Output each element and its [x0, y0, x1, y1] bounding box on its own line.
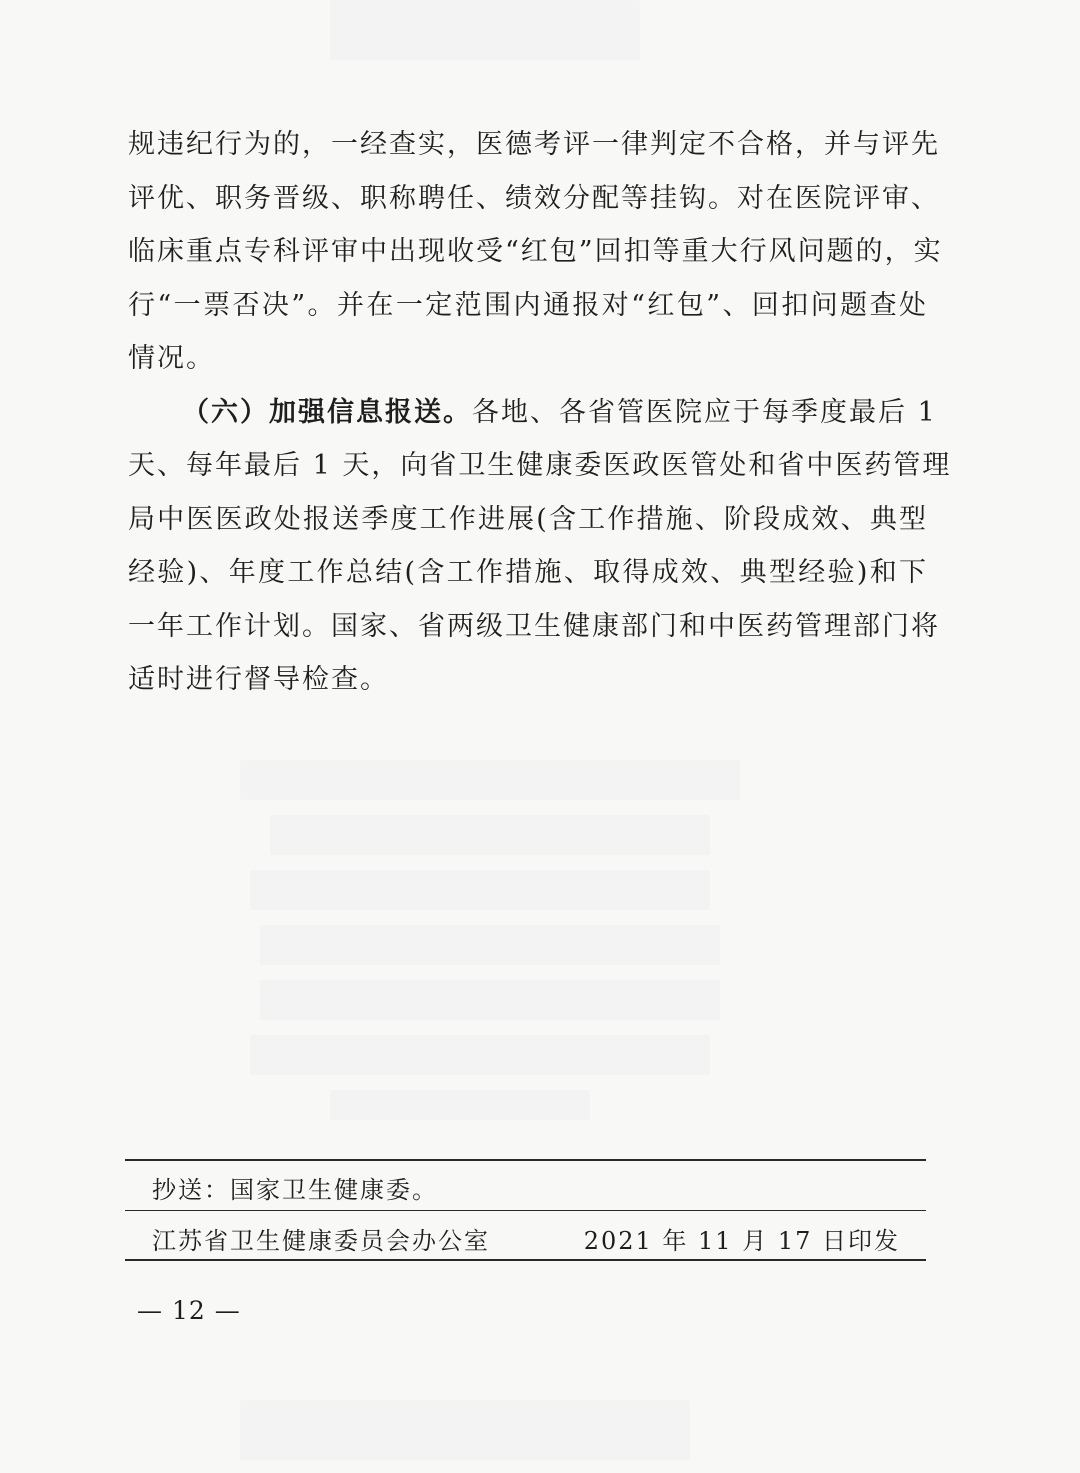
- show-through-shading: [270, 815, 710, 855]
- body-text: [128, 118, 952, 707]
- show-through-shading: [260, 925, 720, 965]
- show-through-shading: [240, 1400, 690, 1460]
- issue-date: 2021 年 11 月 17 日印发: [583, 1227, 900, 1255]
- paragraph-line: 评优、职务晋级、职称聘任、绩效分配等挂钩。对在医院评审、: [128, 182, 940, 214]
- paragraph-line: 局中医医政处报送季度工作进展(含工作措施、阶段成效、典型: [128, 503, 928, 535]
- show-through-shading: [330, 0, 640, 60]
- footer-rule-top: [125, 1159, 926, 1161]
- footer-rule-middle: [125, 1210, 926, 1211]
- paragraph-line: 临床重点专科评审中出现收受“红包”回扣等重大行风问题的，实: [128, 236, 943, 267]
- section-6-text: 各地、各省管医院应于每季度最后 1: [472, 396, 937, 428]
- issuing-office: 江苏省卫生健康委员会办公室: [152, 1227, 490, 1255]
- paragraph-line: 适时进行督导检查。: [128, 664, 389, 695]
- show-through-shading: [240, 760, 740, 800]
- show-through-shading: [250, 1035, 710, 1075]
- paragraph-line: 情况。: [128, 343, 215, 374]
- paragraph-line: 一年工作计划。国家、省两级卫生健康部门和中医药管理部门将: [128, 610, 940, 642]
- show-through-shading: [250, 870, 710, 910]
- section-6-heading: （六）加强信息报送。: [182, 396, 472, 428]
- show-through-shading: [330, 1090, 590, 1120]
- show-through-shading: [260, 980, 720, 1020]
- paragraph-line: 天、每年最后 1 天，向省卫生健康委医政医管处和省中医药管理: [128, 450, 952, 481]
- paragraph-line: 行“一票否决”。并在一定范围内通报对“红包”、回扣问题查处: [128, 289, 928, 321]
- footer-rule-bottom: [125, 1259, 926, 1261]
- cc-line: 抄送：国家卫生健康委。: [152, 1176, 438, 1204]
- section-6-first-line: [128, 386, 937, 440]
- paragraph-line: 经验)、年度工作总结(含工作措施、取得成效、典型经验)和下: [128, 557, 928, 588]
- paragraph-line: 规违纪行为的，一经查实，医德考评一律判定不合格，并与评先: [128, 129, 940, 160]
- page-number: — 12 —: [137, 1296, 241, 1325]
